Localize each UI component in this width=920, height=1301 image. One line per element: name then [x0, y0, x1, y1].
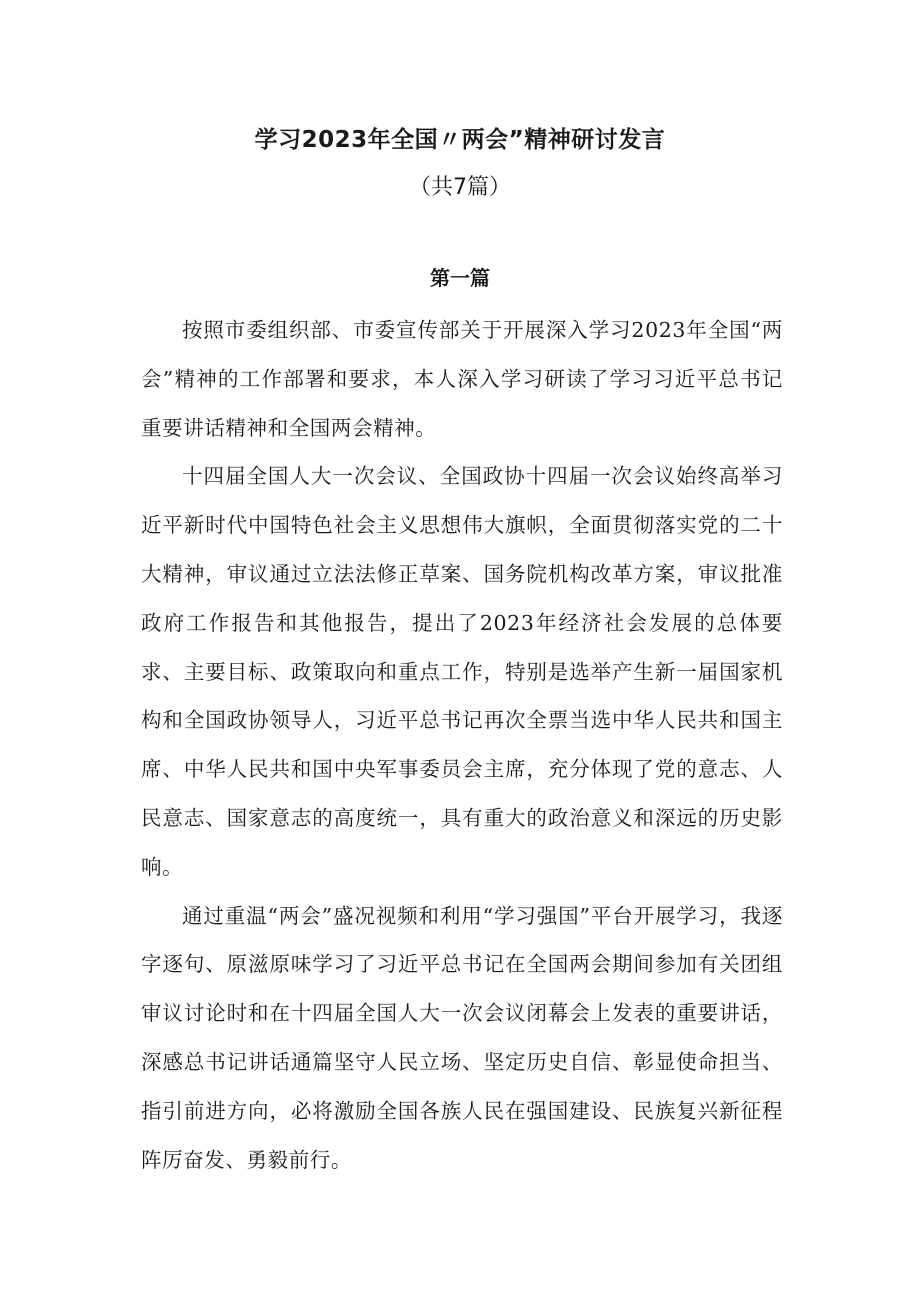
body-text: [141, 306, 783, 1184]
document-subtitle: （共7篇）: [409, 175, 511, 200]
document-title: 学习2023年全国〃两会”精神研讨发言: [254, 127, 666, 153]
paragraph-2: 十四届全国人大一次会议、全国政协十四届一次会议始终高举习近平新时代中国特色社会主义思想伟大旗帜，全面贯彻落实党的二十大精神，审议通过立法法修正草案、国务院机构改革方案，审议批准政府工作报告和其他报告，提出了2023年经济社会发展的总体要求、主要目标、政策取向和重点工作，特别是选举产生新一届国家机构和全国政协领导人，习近平总书记再次全票当选中华人民共和国主席、中华人民共和国中央军事委员会主席，充分体现了党的意志、人民意志、国家意志的高度统一，具有重大的政治意义和深远的历史影响。: [141, 464, 783, 879]
section-heading: 第一篇: [430, 266, 490, 290]
paragraph-3: 通过重温“两会”盛况视频和利用“学习强国”平台开展学习，我逐字逐句、原滋原味学习了习近平总书记在全国两会期间参加有关团组审议讨论时和在十四届全国人大一次会议闭幕会上发表的重要讲话，深感总书记讲话通篇坚守人民立场、坚定历史自信、彰显使命担当、指引前进方向，必将激励全国各族人民在强国建设、民族复兴新征程阵厉奋发、勇毅前行。: [141, 903, 783, 1172]
paragraph-1: 按照市委组织部、市委宣传部关于开展深入学习2023年全国“两会”精神的工作部署和要求，本人深入学习研读了学习习近平总书记重要讲话精神和全国两会精神。: [141, 318, 783, 440]
